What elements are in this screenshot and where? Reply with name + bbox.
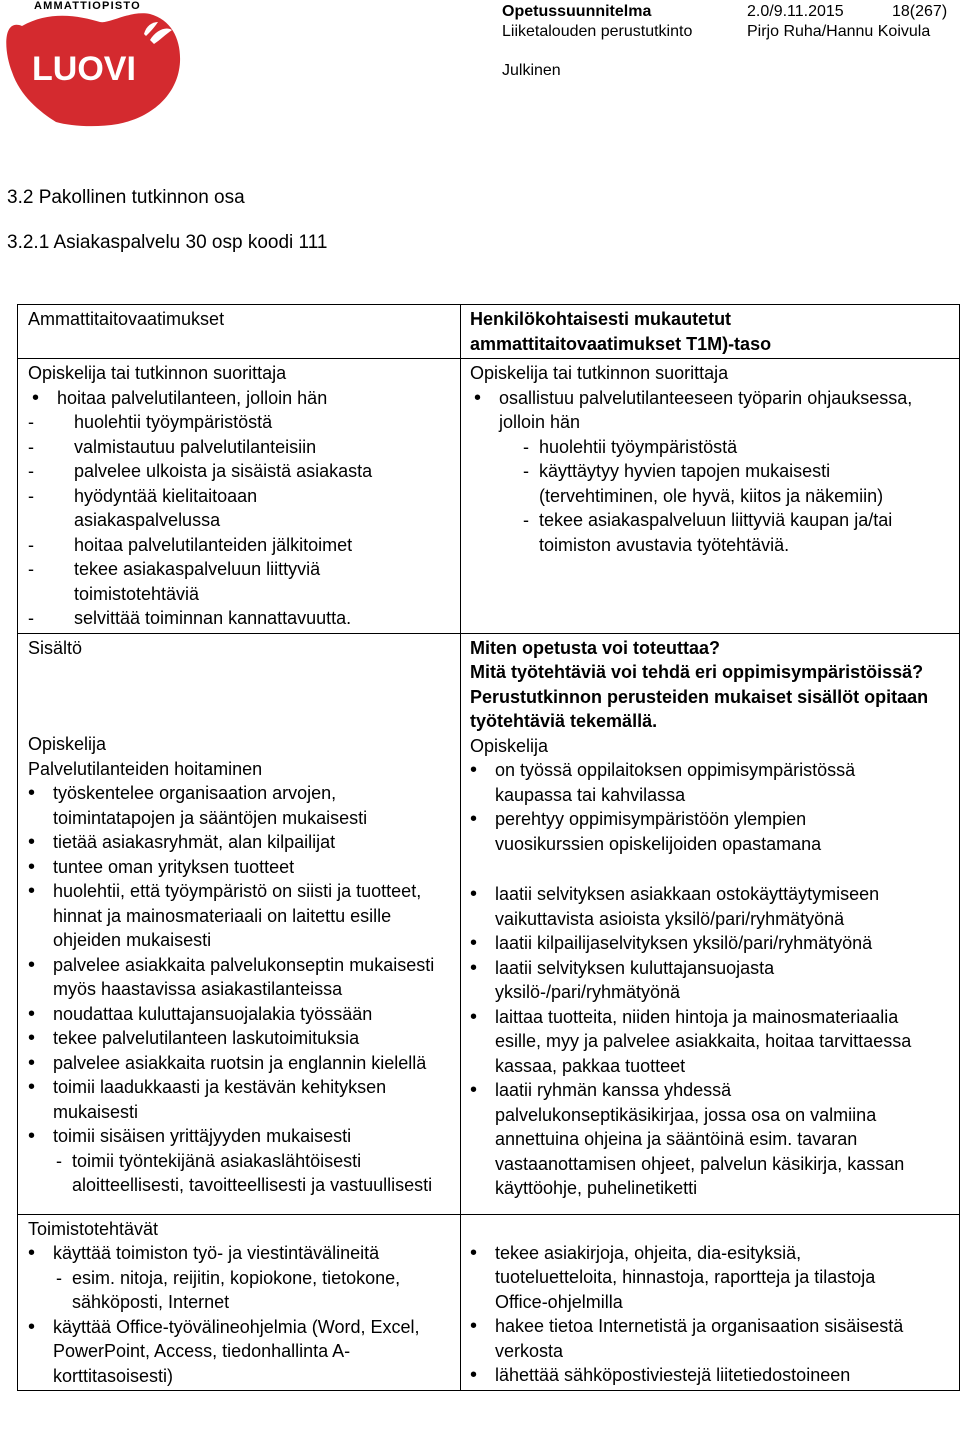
doc-version: 2.0/9.11.2015 bbox=[747, 3, 844, 20]
doc-subtitle: Liiketalouden perustutkinto bbox=[502, 23, 693, 40]
list-item: • toimii laadukkaasti ja kestävän kehityksen mukaisesti bbox=[28, 1075, 448, 1124]
implementation-question-2: Mitä työtehtäviä voi tehdä eri oppimisympäristöissä? bbox=[470, 662, 924, 682]
list-item: - esim. nitoja, reijitin, kopiokone, tietokone, sähköposti, Internet bbox=[28, 1266, 462, 1315]
page-number: 18(267) bbox=[892, 3, 948, 20]
curriculum-table bbox=[17, 304, 960, 1391]
list-item: • perehtyy oppimisympäristöön ylempien vuosikurssien opiskelijoiden opastamana bbox=[470, 807, 920, 856]
doc-title: Opetussuunnitelma bbox=[502, 3, 652, 20]
list-item: • käyttää Office-työvälineohjelmia (Word, Excel, PowerPoint, Access, tiedonhallinta A-korttitasoisesti) bbox=[28, 1315, 448, 1389]
table-row bbox=[18, 633, 960, 1214]
adapted-header-cell bbox=[461, 305, 960, 359]
list-item: • laittaa tuotteita, niiden hintoja ja mainosmateriaalia esille, myy ja palvelee asiakkaita, hoitaa tarvittaessa kassaa, pakkaa tuotteet bbox=[470, 1005, 925, 1079]
doc-classification: Julkinen bbox=[502, 62, 561, 79]
list-item: - hyödyntää kielitaitoaan asiakaspalvelussa bbox=[28, 484, 404, 533]
requirements-header-cell bbox=[18, 305, 461, 359]
implementation-question-1: Miten opetusta voi toteuttaa? bbox=[470, 637, 721, 658]
list-item: • käyttää toimiston työ- ja viestintävälineitä bbox=[28, 1241, 448, 1266]
table-row bbox=[18, 359, 960, 634]
list-item: • laatii selvityksen asiakkaan ostokäyttäytymiseen vaikuttavista asioista yksilö/pari/ryhmätyönä bbox=[470, 882, 925, 931]
subsection-heading: 3.2.1 Asiakaspalvelu 30 osp koodi 111 bbox=[7, 232, 328, 253]
requirements-cell bbox=[18, 359, 461, 634]
list-item: - käyttäytyy hyvien tapojen mukaisesti (tervehtiminen, ole hyvä, kiitos ja näkemiin) bbox=[495, 459, 899, 508]
list-item: • osallistuu palvelutilanteeseen työparin ohjauksessa, jolloin hän bbox=[474, 386, 919, 435]
implementation-cell bbox=[461, 633, 960, 1214]
adapted-intro: Opiskelija tai tutkinnon suorittaja bbox=[470, 363, 729, 383]
list-item: - huolehtii työympäristöstä bbox=[28, 410, 452, 435]
list-item: • laatii selvityksen kuluttajansuojasta yksilö-/pari/ryhmätyönä bbox=[470, 956, 925, 1005]
list-item: • tekee palvelutilanteen laskutoimituksia bbox=[28, 1026, 448, 1051]
list-item: • laatii kilpailijaselvityksen yksilö/pari/ryhmätyönä bbox=[470, 931, 925, 956]
list-item: • tietää asiakasryhmät, alan kilpailijat bbox=[28, 830, 448, 855]
list-item: • hoitaa palvelutilanteen, jolloin hän bbox=[32, 386, 452, 411]
content-student: Opiskelija bbox=[28, 734, 107, 754]
brand-top-text: AMMATTIOPISTO bbox=[34, 0, 141, 12]
requirements-dash-list bbox=[28, 410, 452, 631]
list-item: - tekee asiakaspalveluun liittyviä kaupan ja/tai toimiston avustavia työtehtäviä. bbox=[495, 508, 899, 557]
table-row bbox=[18, 1214, 960, 1391]
list-item: • noudattaa kuluttajansuojalakia työssään bbox=[28, 1002, 448, 1027]
content-cell bbox=[18, 633, 461, 1214]
adapted-header: Henkilökohtaisesti mukautetut ammattitaitovaatimukset T1M)-taso bbox=[470, 309, 772, 354]
implementation-student: Opiskelija bbox=[470, 735, 549, 756]
list-item: • on työssä oppilaitoksen oppimisympäristössä kaupassa tai kahvilassa bbox=[470, 758, 920, 807]
list-item: - valmistautuu palvelutilanteisiin bbox=[28, 435, 452, 460]
list-item: • huolehtii, että työympäristö on siisti ja tuotteet, hinnat ja mainosmateriaali on laitettu esille ohjeiden mukaisesti bbox=[28, 879, 448, 953]
list-item: • toimii sisäisen yrittäjyyden mukaisesti bbox=[28, 1124, 448, 1149]
office-practice-cell bbox=[461, 1214, 960, 1391]
table-row bbox=[18, 305, 960, 359]
list-item: • työskentelee organisaation arvojen, toimintatapojen ja sääntöjen mukaisesti bbox=[28, 781, 448, 830]
list-item: - toimii työntekijänä asiakaslähtöisesti aloitteellisesti, tavoitteellisesti ja vastuullisesti bbox=[28, 1149, 452, 1198]
list-item: • palvelee asiakkaita palvelukonseptin mukaisesti myös haastavissa asiakastilanteissa bbox=[28, 953, 448, 1002]
list-item: • hakee tietoa Internetistä ja organisaation sisäisestä verkosta bbox=[470, 1314, 925, 1363]
implementation-statement: Perustutkinnon perusteiden mukaiset sisällöt opitaan työtehtäviä tekemällä. bbox=[470, 686, 929, 731]
list-item: • tuntee oman yrityksen tuotteet bbox=[28, 855, 448, 880]
list-item: • tekee asiakirjoja, ohjeita, dia-esityksiä, tuoteluetteloita, hinnastoja, raportteja ja tilastoja Office-ohjelmilla bbox=[470, 1241, 925, 1315]
luovi-heart-icon bbox=[0, 0, 190, 130]
section-heading: 3.2 Pakollinen tutkinnon osa bbox=[7, 187, 245, 208]
office-tasks-topic: Toimistotehtävät bbox=[28, 1218, 159, 1239]
list-item: - tekee asiakaspalveluun liittyviä toimistotehtäviä bbox=[28, 557, 434, 606]
luovi-logo bbox=[0, 0, 190, 130]
list-item: - palvelee ulkoista ja sisäistä asiakasta bbox=[28, 459, 452, 484]
office-tasks-cell bbox=[18, 1214, 461, 1391]
list-item: - selvittää toiminnan kannattavuutta. bbox=[28, 606, 452, 631]
list-item: • palvelee asiakkaita ruotsin ja englannin kielellä bbox=[28, 1051, 448, 1076]
requirements-intro: Opiskelija tai tutkinnon suorittaja bbox=[28, 363, 287, 383]
list-item: - hoitaa palvelutilanteiden jälkitoimet bbox=[28, 533, 452, 558]
content-header: Sisältö bbox=[28, 637, 83, 658]
requirements-header: Ammattitaitovaatimukset bbox=[28, 309, 225, 329]
content-topic: Palvelutilanteiden hoitaminen bbox=[28, 758, 263, 779]
adapted-cell bbox=[461, 359, 960, 634]
logo-wordmark: LUOVI bbox=[32, 50, 136, 88]
doc-authors: Pirjo Ruha/Hannu Koivula bbox=[747, 23, 931, 40]
list-item: - huolehtii työympäristöstä bbox=[495, 435, 951, 460]
list-item: • laatii ryhmän kanssa yhdessä palvelukonseptikäsikirjaa, jossa osa on valmiina annettuina ohjeina ja sääntöinä esim. tavaran vastaanottamisen ohjeet, palvelun käsikirja, kassan käyttöohje, puhelinetiketti bbox=[470, 1078, 925, 1201]
list-item: • lähettää sähköpostiviestejä liitetiedostoineen bbox=[470, 1363, 925, 1388]
